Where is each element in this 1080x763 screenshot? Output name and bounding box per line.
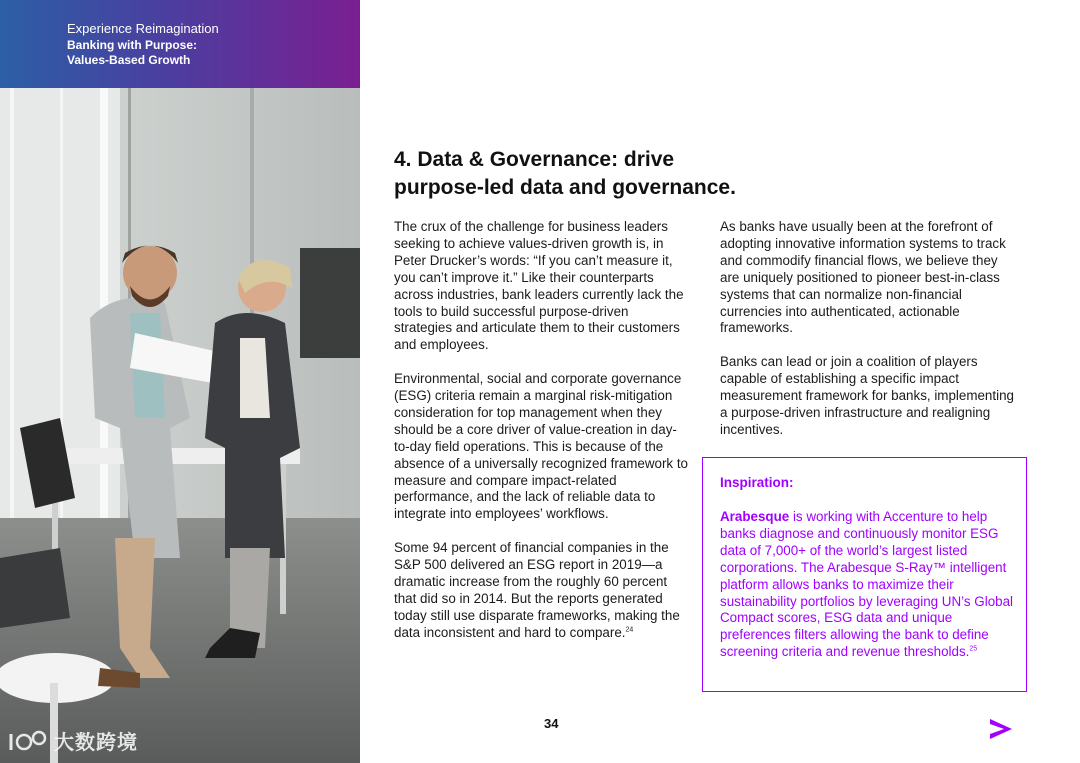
- footnote-ref[interactable]: 24: [625, 626, 634, 634]
- watermark-text: 大数跨境: [54, 732, 138, 754]
- inspiration-box: [702, 457, 1027, 692]
- series-title: Experience Reimagination: [67, 21, 219, 36]
- left-panel: [0, 0, 360, 763]
- section-title: [394, 146, 814, 202]
- watermark: [8, 726, 138, 755]
- section-title-line1: 4. Data & Governance: drive: [394, 148, 675, 171]
- footnote-ref[interactable]: 25: [969, 645, 978, 653]
- report-title-line2: Values-Based Growth: [67, 53, 191, 67]
- body-column-left: [394, 219, 690, 659]
- watermark-logo-icon: [8, 728, 50, 754]
- section-header: [0, 0, 360, 88]
- accenture-arrow-icon: [988, 716, 1014, 742]
- paragraph-text: Some 94 percent of financial companies in the S&P 500 delivered an ESG report in 2019—a dramatic increase from the roughly 60 percent that did so in 2014. But the reports generated today still use disparate frameworks, making the data inconsistent and hard to compare.: [394, 540, 680, 640]
- inspiration-text: [720, 509, 1016, 661]
- paragraph: As banks have usually been at the forefront of adopting innovative information systems to track and commodify financial flows, we believe they are uniquely positioned to pioneer best-in-class systems that can normalize non-financial currencies into authenticated, actionable frameworks.: [720, 219, 1006, 336]
- inspiration-company: Arabesque: [720, 509, 790, 524]
- body-column-right: [720, 219, 1016, 456]
- section-title-line2: purpose-led data and governance.: [394, 176, 736, 199]
- inspiration-description: is working with Accenture to help banks diagnose and continuously monitor ESG data of 7,000+ of the world’s largest listed corporations. The Arabesque S-Ray™ intelligent platform allows banks to maximize their sustainability portfolios by leveraging UN’s Global Compact scores, ESG data and unique preferences filters allowing the bank to define screening criteria and revenue thresholds.: [720, 509, 1014, 660]
- paragraph: [394, 540, 690, 641]
- office-photo: [0, 88, 360, 763]
- inspiration-heading: Inspiration:: [720, 475, 794, 490]
- paragraph: The crux of the challenge for business leaders seeking to achieve values-driven growth is, in Peter Drucker’s words: “If you can’t measure it, you can’t improve it.” Like their counterparts across industries, bank leaders currently lack the tools to build successful purpose-driven strategies and articulate them to their customers and employees.: [394, 219, 684, 353]
- paragraph: Environmental, social and corporate governance (ESG) criteria remain a marginal risk-mitigation consideration for top management when they should be a core driver of value-creation in day-to-day field operations. This is because of the absence of a universally recognized framework to measure and compare impact-related performance, and the lack of reliable data to integrate into employees’ workflows.: [394, 371, 688, 522]
- report-title-line1: Banking with Purpose:: [67, 38, 198, 52]
- page-number: 34: [544, 716, 559, 731]
- paragraph: Banks can lead or join a coalition of players capable of establishing a specific impact measurement framework for banks, implementing a purpose-driven infrastructure and realigning incentives.: [720, 354, 1014, 437]
